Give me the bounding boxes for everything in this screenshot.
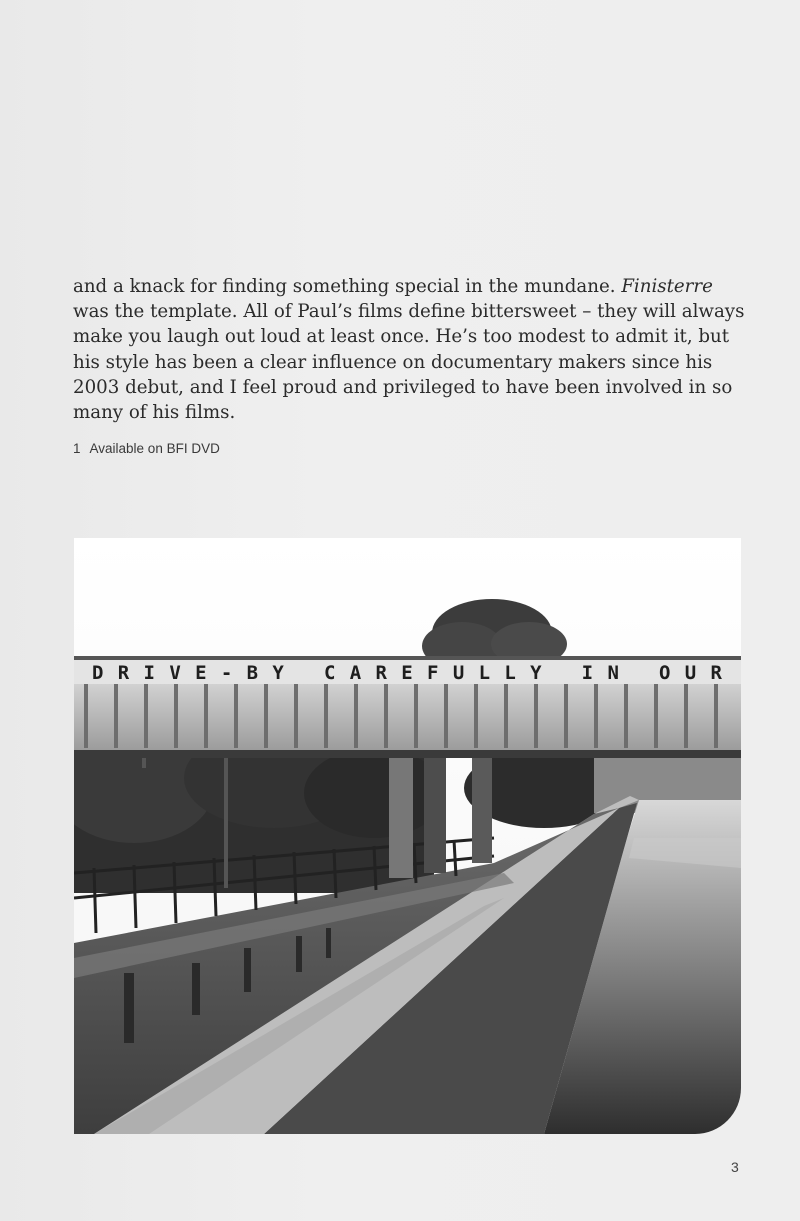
text-line: 2003 debut, and I feel proud and privileged to have been involved in so bbox=[73, 376, 733, 398]
bridge-sign-text: DRIVE-BY CAREFULLY IN OUR bbox=[92, 662, 722, 684]
text-line: make you laugh out loud at least once. He’s too modest to admit it, but bbox=[73, 326, 730, 348]
footnote-number: 1 bbox=[73, 441, 81, 456]
film-title-italic: Finisterre bbox=[621, 276, 713, 297]
bridge-pillars bbox=[389, 753, 492, 878]
text-line-part: and a knack for finding something special in the mundane. bbox=[73, 276, 622, 297]
text-line: was the template. All of Paul’s films define bittersweet – they will always bbox=[73, 301, 745, 323]
photo-illustration bbox=[74, 538, 741, 1134]
footnote bbox=[73, 441, 220, 456]
footnote-text: Available on BFI DVD bbox=[89, 441, 220, 456]
page-number: 3 bbox=[731, 1159, 739, 1175]
canal-bridge-photo bbox=[74, 538, 741, 1134]
text-line: his style has been a clear influence on documentary makers since his bbox=[73, 351, 713, 373]
text-line: many of his films. bbox=[73, 402, 236, 424]
body-paragraph bbox=[73, 274, 743, 425]
text-line bbox=[73, 274, 743, 299]
bridge-top-edge bbox=[74, 656, 741, 660]
